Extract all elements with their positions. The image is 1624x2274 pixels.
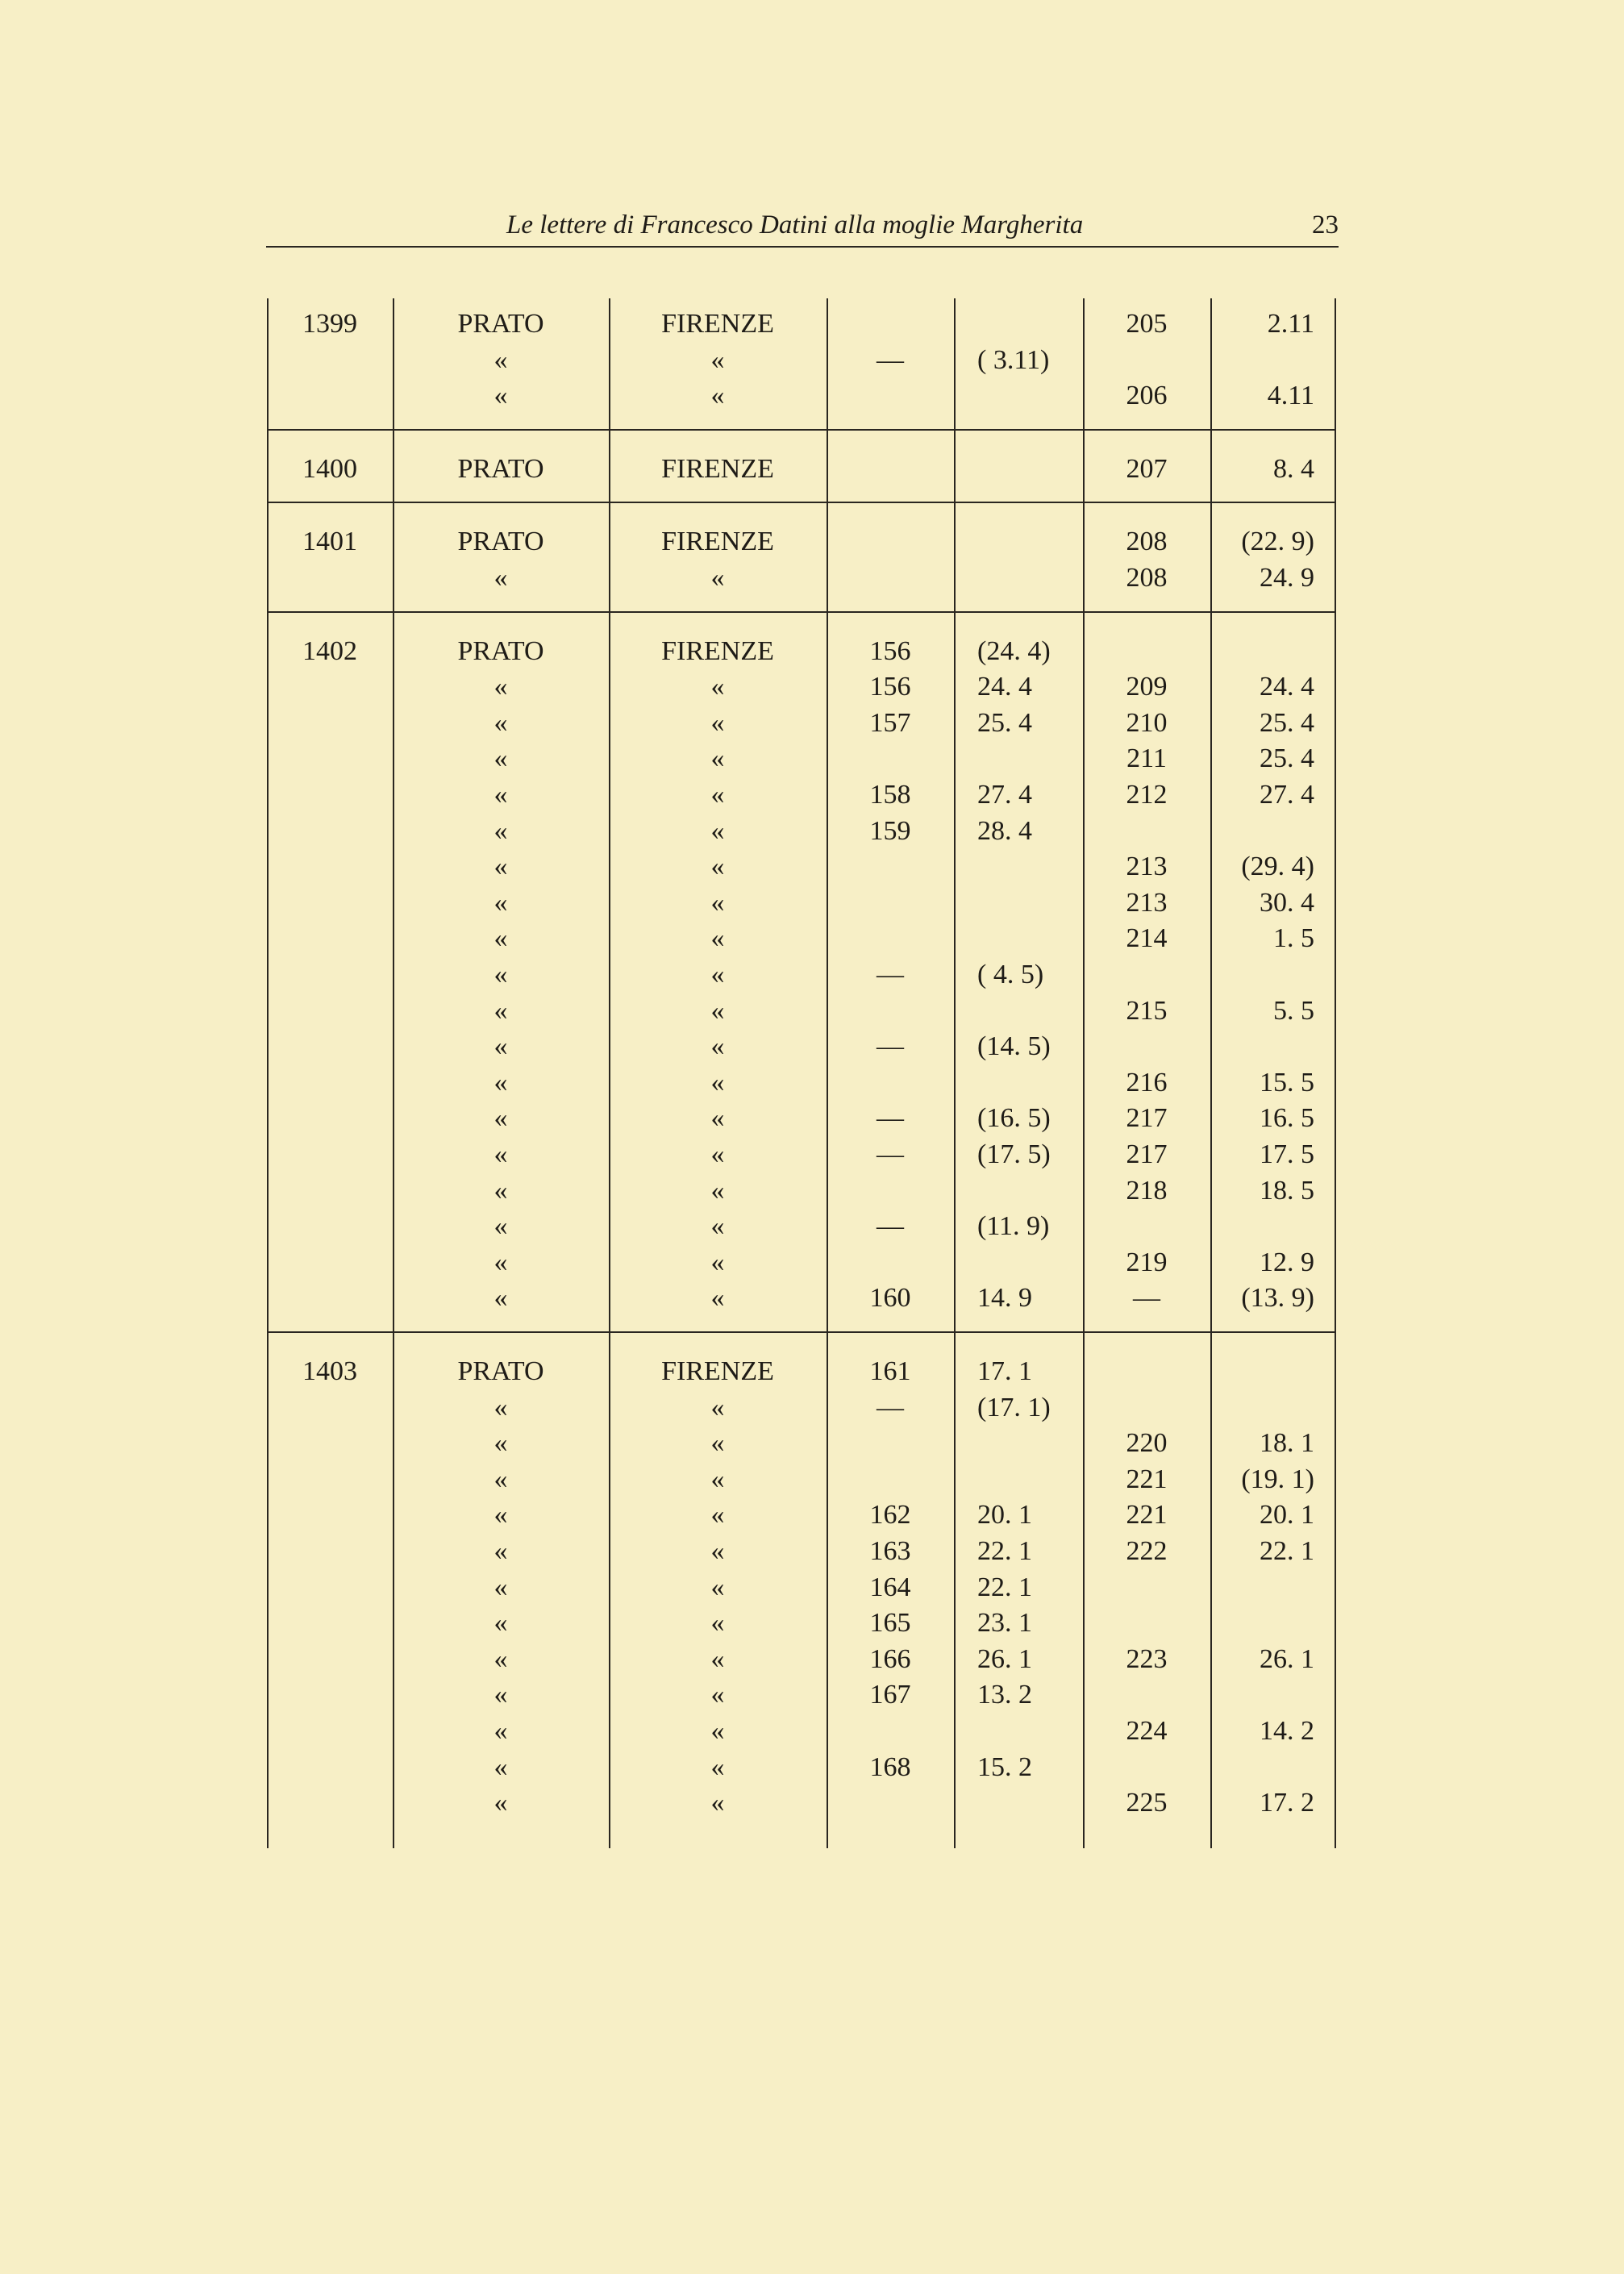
cell-year (268, 779, 392, 811)
cell-from: « (493, 1572, 508, 1602)
cell-num2: 223 (1126, 1643, 1168, 1674)
cell-num2: 209 (1126, 672, 1168, 702)
cell-date1 (955, 526, 1082, 558)
cell-year (268, 743, 392, 775)
cell-date2: 22. 1 (1260, 1536, 1314, 1566)
cell-num2 (1084, 815, 1210, 848)
column-rule (1083, 298, 1085, 1848)
cell-date2 (1211, 1392, 1335, 1424)
cell-from: « (493, 1103, 508, 1134)
cell-date1 (955, 1067, 1082, 1099)
cell-year (268, 959, 392, 991)
cell-num2: 213 (1126, 852, 1168, 882)
cell-to: « (710, 780, 725, 810)
cell-date1: 22. 1 (977, 1572, 1032, 1602)
letters-table (268, 298, 1335, 1848)
cell-date2 (1211, 635, 1335, 668)
cell-date1 (955, 887, 1082, 919)
cell-date2: (19. 1) (1241, 1464, 1314, 1494)
cell-date2: 27. 4 (1260, 780, 1314, 810)
cell-from: « (493, 1283, 508, 1314)
cell-from: « (493, 1392, 508, 1422)
cell-to: « (710, 563, 725, 593)
cell-year (268, 1572, 392, 1604)
cell-num2: 205 (1126, 309, 1168, 339)
cell-num2 (1084, 1210, 1210, 1243)
cell-num1: — (877, 960, 904, 989)
cell-date1 (955, 923, 1082, 955)
cell-year (268, 1427, 392, 1460)
cell-num1 (827, 887, 953, 919)
cell-year (268, 1787, 392, 1819)
cell-date2: 4.11 (1267, 381, 1314, 411)
cell-date1: 28. 4 (977, 815, 1032, 846)
cell-to: « (710, 344, 725, 375)
cell-from: PRATO (457, 1356, 544, 1386)
cell-num1: 160 (869, 1283, 911, 1314)
column-rule (393, 298, 394, 1848)
cell-date1 (955, 1715, 1082, 1747)
cell-from: PRATO (457, 527, 544, 557)
cell-from: « (493, 1211, 508, 1242)
group-separator (268, 611, 1335, 613)
cell-num1: 166 (869, 1643, 911, 1674)
cell-num1: 164 (869, 1572, 911, 1602)
cell-date2: 1. 5 (1273, 923, 1314, 954)
cell-from: « (493, 852, 508, 882)
cell-year (268, 707, 392, 739)
running-title: Le lettere di Francesco Datini alla moglie Margherita (506, 210, 1084, 239)
cell-to: « (710, 1536, 725, 1566)
cell-to: « (710, 887, 725, 918)
cell-from: « (493, 1788, 508, 1818)
cell-from: « (493, 1536, 508, 1566)
cell-date2: 30. 4 (1260, 887, 1314, 918)
cell-date1: (14. 5) (977, 1031, 1051, 1062)
cell-from: « (493, 1680, 508, 1710)
cell-year (268, 887, 392, 919)
cell-from: « (493, 1067, 508, 1097)
cell-date1: 24. 4 (977, 672, 1032, 702)
cell-from: « (493, 1031, 508, 1062)
page-number: 23 (1312, 210, 1339, 239)
cell-from: « (493, 1716, 508, 1746)
cell-year (268, 1392, 392, 1424)
cell-num2: 212 (1126, 780, 1168, 810)
cell-year (268, 923, 392, 955)
cell-date1 (955, 1427, 1082, 1460)
cell-date2 (1211, 1751, 1335, 1784)
cell-from: « (493, 995, 508, 1026)
cell-to: « (710, 672, 725, 702)
cell-to: « (710, 1716, 725, 1746)
cell-from: « (493, 672, 508, 702)
cell-num1 (827, 453, 953, 485)
cell-num1: — (877, 1103, 904, 1134)
cell-year: 1399 (302, 309, 357, 339)
cell-num2: 217 (1126, 1103, 1168, 1134)
cell-date2: 26. 1 (1260, 1643, 1314, 1674)
cell-num2 (1084, 1607, 1210, 1639)
cell-num2: 216 (1126, 1067, 1168, 1097)
cell-date1: 26. 1 (977, 1643, 1032, 1674)
cell-num1: 158 (869, 780, 911, 810)
cell-num1 (827, 380, 953, 412)
cell-to: FIRENZE (661, 309, 774, 339)
cell-date1: (24. 4) (977, 635, 1051, 666)
cell-num1 (827, 1067, 953, 1099)
cell-to: « (710, 815, 725, 846)
cell-to: « (710, 852, 725, 882)
cell-date1 (955, 1787, 1082, 1819)
cell-date1 (955, 851, 1082, 883)
cell-date2: (13. 9) (1241, 1283, 1314, 1314)
cell-to: « (710, 1067, 725, 1097)
cell-date1: 15. 2 (977, 1751, 1032, 1782)
cell-to: « (710, 1211, 725, 1242)
cell-num2 (1084, 1392, 1210, 1424)
cell-num1 (827, 308, 953, 340)
cell-year (268, 671, 392, 703)
cell-year (268, 1751, 392, 1784)
cell-num2: 221 (1126, 1500, 1168, 1531)
cell-to: FIRENZE (661, 527, 774, 557)
cell-from: « (493, 1500, 508, 1531)
cell-year: 1400 (302, 453, 357, 484)
cell-date1: (17. 5) (977, 1139, 1051, 1169)
cell-from: « (493, 743, 508, 774)
cell-year (268, 1175, 392, 1207)
cell-date1: 22. 1 (977, 1536, 1032, 1566)
cell-to: « (710, 1283, 725, 1314)
cell-num1 (827, 1427, 953, 1460)
cell-num1 (827, 851, 953, 883)
cell-from: « (493, 381, 508, 411)
cell-year (268, 851, 392, 883)
cell-num1 (827, 562, 953, 594)
cell-to: « (710, 1175, 725, 1206)
cell-date2: 18. 1 (1260, 1428, 1314, 1459)
cell-date1: 13. 2 (977, 1680, 1032, 1710)
cell-num1 (827, 526, 953, 558)
cell-num2 (1084, 1679, 1210, 1711)
cell-date2 (1211, 815, 1335, 848)
cell-num1: 163 (869, 1536, 911, 1566)
cell-date2 (1211, 959, 1335, 991)
cell-to: « (710, 1751, 725, 1782)
cell-date2: (29. 4) (1241, 852, 1314, 882)
cell-num2: 214 (1126, 923, 1168, 954)
cell-date2: 24. 9 (1260, 563, 1314, 593)
cell-year (268, 1499, 392, 1531)
cell-date1 (955, 308, 1082, 340)
cell-num2: 210 (1126, 707, 1168, 738)
cell-date2: (22. 9) (1241, 527, 1314, 557)
cell-num2: 222 (1126, 1536, 1168, 1566)
cell-date2: 25. 4 (1260, 707, 1314, 738)
cell-date2: 8. 4 (1273, 453, 1314, 484)
cell-date1 (955, 453, 1082, 485)
cell-date2: 14. 2 (1260, 1716, 1314, 1746)
cell-date1: 14. 9 (977, 1283, 1032, 1314)
cell-num2: — (1133, 1283, 1160, 1314)
cell-num2 (1084, 959, 1210, 991)
cell-num1: 162 (869, 1500, 911, 1531)
cell-date2: 12. 9 (1260, 1247, 1314, 1277)
cell-year (268, 1643, 392, 1676)
cell-to: « (710, 1643, 725, 1674)
cell-date1 (955, 1247, 1082, 1279)
cell-date1: 20. 1 (977, 1500, 1032, 1531)
cell-date2: 20. 1 (1260, 1500, 1314, 1531)
cell-date1: ( 4. 5) (977, 960, 1044, 989)
cell-from: « (493, 707, 508, 738)
cell-from: « (493, 1139, 508, 1169)
cell-to: « (710, 1428, 725, 1459)
cell-date1 (955, 1464, 1082, 1496)
cell-year (268, 1607, 392, 1639)
cell-from: « (493, 1175, 508, 1206)
cell-from: « (493, 1428, 508, 1459)
cell-num1: — (877, 1392, 904, 1422)
cell-year (268, 1715, 392, 1747)
cell-to: « (710, 1608, 725, 1639)
cell-year (268, 995, 392, 1027)
column-rule (954, 298, 956, 1848)
cell-date2: 15. 5 (1260, 1067, 1314, 1097)
cell-num2: 213 (1126, 887, 1168, 918)
cell-num1 (827, 1464, 953, 1496)
cell-date2 (1211, 344, 1335, 377)
cell-date2: 18. 5 (1260, 1175, 1314, 1206)
cell-year (268, 1139, 392, 1171)
cell-num2: 215 (1126, 995, 1168, 1026)
cell-to: « (710, 1139, 725, 1169)
cell-to: « (710, 381, 725, 411)
cell-to: « (710, 995, 725, 1026)
cell-from: « (493, 1247, 508, 1277)
cell-date1 (955, 743, 1082, 775)
cell-date2: 24. 4 (1260, 672, 1314, 702)
cell-num2: 206 (1126, 381, 1168, 411)
cell-num1 (827, 743, 953, 775)
cell-date2 (1211, 1607, 1335, 1639)
cell-num2: 225 (1126, 1788, 1168, 1818)
cell-num2 (1084, 1572, 1210, 1604)
cell-year (268, 1031, 392, 1063)
cell-to: « (710, 1103, 725, 1134)
cell-date2 (1211, 1572, 1335, 1604)
cell-num1: — (877, 1139, 904, 1169)
cell-num1 (827, 1787, 953, 1819)
cell-date2 (1211, 1679, 1335, 1711)
cell-to: « (710, 1572, 725, 1602)
cell-from: « (493, 563, 508, 593)
cell-num2: 218 (1126, 1175, 1168, 1206)
cell-to: « (710, 960, 725, 989)
cell-to: « (710, 1392, 725, 1422)
cell-date2: 16. 5 (1260, 1103, 1314, 1134)
cell-date1: 17. 1 (977, 1356, 1032, 1386)
cell-date2 (1211, 1031, 1335, 1063)
group-separator (268, 429, 1335, 431)
cell-year: 1401 (302, 527, 357, 557)
cell-year (268, 1067, 392, 1099)
cell-num2: 224 (1126, 1716, 1168, 1746)
cell-from: « (493, 1751, 508, 1782)
cell-num2: 221 (1126, 1464, 1168, 1494)
cell-date2: 17. 2 (1260, 1788, 1314, 1818)
cell-to: FIRENZE (661, 635, 774, 666)
cell-date2: 25. 4 (1260, 743, 1314, 774)
cell-date2 (1211, 1356, 1335, 1388)
cell-date1: 25. 4 (977, 707, 1032, 738)
cell-num1: 157 (869, 707, 911, 738)
cell-from: « (493, 923, 508, 954)
cell-num2: 207 (1126, 453, 1168, 484)
cell-num2 (1084, 1751, 1210, 1784)
cell-date1: (11. 9) (977, 1211, 1050, 1242)
cell-year (268, 1464, 392, 1496)
cell-to: « (710, 743, 725, 774)
cell-date1 (955, 562, 1082, 594)
cell-year (268, 562, 392, 594)
cell-num2: 208 (1126, 563, 1168, 593)
column-rule (609, 298, 610, 1848)
cell-date2: 2.11 (1267, 309, 1314, 339)
cell-date1: 27. 4 (977, 780, 1032, 810)
cell-to: « (710, 1680, 725, 1710)
cell-num1 (827, 995, 953, 1027)
cell-date1 (955, 1175, 1082, 1207)
cell-num1 (827, 1715, 953, 1747)
cell-year: 1403 (302, 1356, 357, 1386)
cell-year (268, 1247, 392, 1279)
cell-from: « (493, 1643, 508, 1674)
cell-from: « (493, 1608, 508, 1639)
cell-num1 (827, 1175, 953, 1207)
cell-from: PRATO (457, 453, 544, 484)
cell-to: « (710, 1464, 725, 1494)
cell-num1: 159 (869, 815, 911, 846)
cell-num1: — (877, 344, 904, 375)
column-rule (267, 298, 269, 1848)
cell-num1: — (877, 1211, 904, 1242)
cell-num2: 208 (1126, 527, 1168, 557)
cell-to: « (710, 1788, 725, 1818)
cell-num1: 165 (869, 1608, 911, 1639)
cell-num2: 211 (1126, 743, 1167, 774)
cell-to: FIRENZE (661, 1356, 774, 1386)
cell-num2 (1084, 635, 1210, 668)
cell-from: PRATO (457, 635, 544, 666)
cell-date1 (955, 380, 1082, 412)
cell-num2: 217 (1126, 1139, 1168, 1169)
cell-to: « (710, 1500, 725, 1531)
cell-to: « (710, 1031, 725, 1062)
cell-to: « (710, 707, 725, 738)
cell-num1: 156 (869, 672, 911, 702)
cell-num2: 220 (1126, 1428, 1168, 1459)
cell-date1: (16. 5) (977, 1103, 1051, 1134)
cell-num1 (827, 1247, 953, 1279)
cell-num1: 168 (869, 1751, 911, 1782)
cell-num2 (1084, 1031, 1210, 1063)
cell-from: « (493, 815, 508, 846)
cell-date2 (1211, 1210, 1335, 1243)
cell-num1: 156 (869, 635, 911, 666)
cell-date1: ( 3.11) (977, 344, 1050, 375)
page-header (266, 206, 1339, 248)
group-separator (268, 1331, 1335, 1333)
cell-year (268, 380, 392, 412)
cell-to: « (710, 923, 725, 954)
cell-num1 (827, 923, 953, 955)
cell-date2: 5. 5 (1273, 995, 1314, 1026)
column-rule (1210, 298, 1212, 1848)
cell-date1: (17. 1) (977, 1392, 1051, 1422)
cell-year (268, 344, 392, 377)
cell-year (268, 1679, 392, 1711)
cell-year (268, 1282, 392, 1314)
cell-num2 (1084, 1356, 1210, 1388)
cell-from: « (493, 960, 508, 989)
group-separator (268, 502, 1335, 503)
cell-to: « (710, 1247, 725, 1277)
cell-year (268, 815, 392, 848)
cell-year (268, 1535, 392, 1568)
cell-year (268, 1210, 392, 1243)
cell-num2: 219 (1126, 1247, 1168, 1277)
cell-to: FIRENZE (661, 453, 774, 484)
cell-from: PRATO (457, 309, 544, 339)
cell-num1: — (877, 1031, 904, 1062)
cell-from: « (493, 1464, 508, 1494)
cell-date2: 17. 5 (1260, 1139, 1314, 1169)
cell-from: « (493, 344, 508, 375)
cell-date1 (955, 995, 1082, 1027)
cell-year (268, 1102, 392, 1135)
cell-num1: 167 (869, 1680, 911, 1710)
cell-num2 (1084, 344, 1210, 377)
column-rule (1335, 298, 1336, 1848)
column-rule (827, 298, 828, 1848)
cell-from: « (493, 780, 508, 810)
cell-year: 1402 (302, 635, 357, 666)
cell-date1: 23. 1 (977, 1608, 1032, 1639)
cell-num1: 161 (869, 1356, 911, 1386)
cell-from: « (493, 887, 508, 918)
